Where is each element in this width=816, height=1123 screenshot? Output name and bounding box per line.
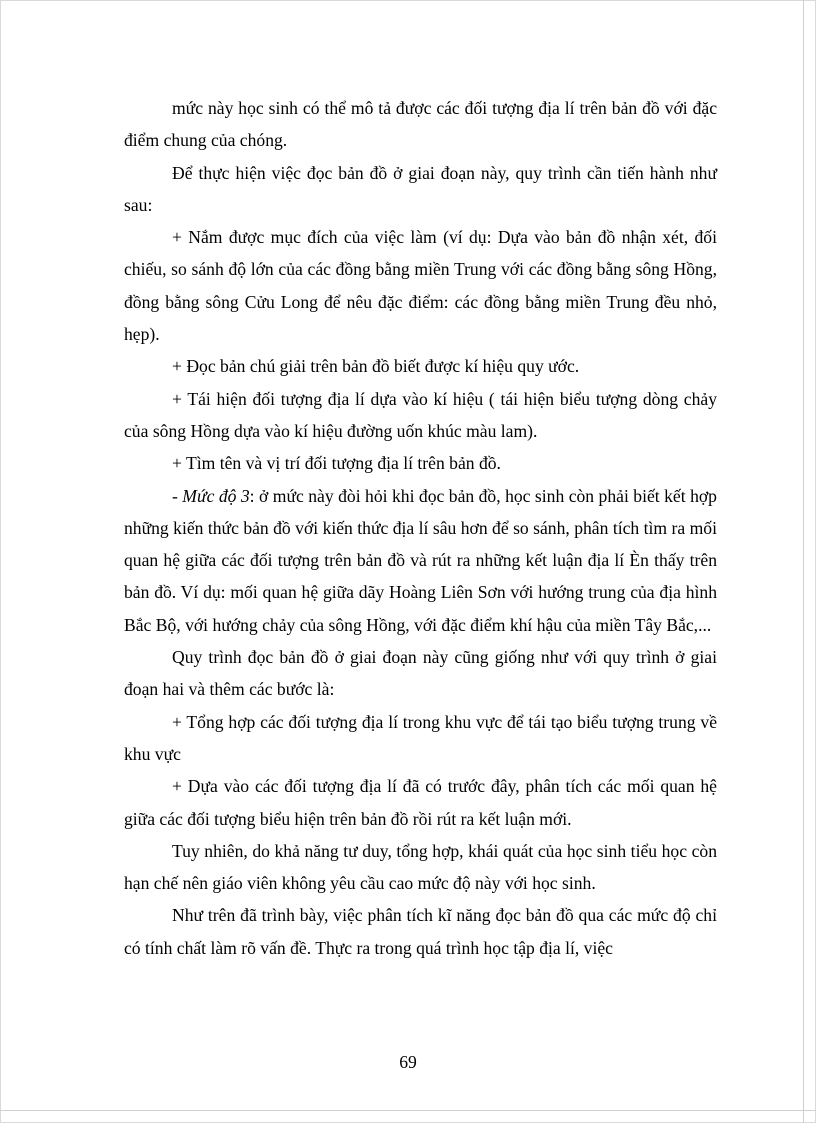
paragraph: Tuy nhiên, do khả năng tư duy, tổng hợp, khái quát của học sinh tiểu học còn hạn chế nên giáo viên không yêu cầu cao mức độ này với học sinh. bbox=[124, 840, 717, 894]
paragraph: + Tổng hợp các đối tượng địa lí trong khu vực để tái tạo biểu tượng trung về khu vực bbox=[124, 711, 717, 764]
paragraph: Như trên đã trình bày, việc phân tích kĩ năng đọc bản đồ qua các mức độ chỉ có tính chất làm rõ vấn đề. Thực ra trong quá trình học tập địa lí, việc bbox=[124, 905, 717, 958]
paragraph: mức này học sinh có thể mô tả được các đối tượng địa lí trên bản đồ với đặc điểm chung của chóng. bbox=[124, 98, 717, 151]
paragraph: + Đọc bản chú giải trên bản đồ biết được kí hiệu quy ước. bbox=[172, 356, 580, 377]
paragraph: + Tái hiện đối tượng địa lí dựa vào kí hiệu ( tái hiện biểu tượng dòng chảy của sông Hồng dựa vào kí hiệu đường uốn khúc màu lam). bbox=[124, 388, 717, 441]
paragraph: + Nắm được mục đích của việc làm (ví dụ: Dựa vào bản đồ nhận xét, đối chiếu, so sánh độ lớn của các đồng bằng miền Trung với các đồng bằng sông Hồng, đồng bằng sông Cửu Long để nêu đặc điểm: các đồng bằng miền Trung đều nhỏ, hẹp). bbox=[124, 227, 717, 345]
page-number: 69 bbox=[399, 1052, 417, 1072]
paragraph: Quy trình đọc bản đồ ở giai đoạn này cũng giống như với quy trình ở giai đoạn hai và thêm các bước là: bbox=[124, 647, 717, 700]
body-text bbox=[124, 92, 717, 964]
paragraph: + Dựa vào các đối tượng địa lí đã có trước đây, phân tích các mối quan hệ giữa các đối tượng biểu hiện trên bản đồ rồi rút ra kết luận mới. bbox=[124, 776, 717, 829]
paragraph: Để thực hiện việc đọc bản đồ ở giai đoạn này, quy trình cần tiến hành như sau: bbox=[124, 162, 717, 215]
page-edge-bottom bbox=[0, 1110, 816, 1111]
paragraph-muc-do-3: - Mức độ 3: ở mức này đòi hỏi khi đọc bản đồ, học sinh còn phải biết kết hợp những kiến thức bản đồ với kiến thức địa lí sâu hơn để so sánh, phân tích tìm ra mối quan hệ giữa các đối tượng trên bản đồ và rút ra những kết luận địa lí Èn thấy trên bản đồ. Ví dụ: mối quan hệ giữa dãy Hoàng Liên Sơn với hướng trung của địa hình Bắc Bộ, với hướng chảy của sông Hồng, với đặc điểm khí hậu của miền Tây Bắc,... bbox=[124, 485, 717, 635]
paragraph: + Tìm tên và vị trí đối tượng địa lí trên bản đồ. bbox=[172, 453, 501, 474]
page-edge-right bbox=[803, 0, 804, 1123]
italic-lead: - Mức độ 3 bbox=[172, 485, 250, 506]
